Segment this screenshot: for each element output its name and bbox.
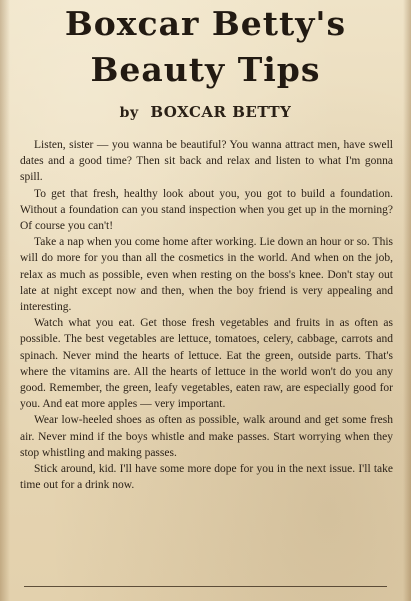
headline-line-2: Beauty Tips (90, 50, 321, 89)
article-body (20, 137, 393, 493)
byline-prefix: by (119, 105, 139, 121)
article-paragraph: Wear low-heeled shoes as often as possible, walk around and get some fresh air. Never mind if the boys whistle and make passes. Start worrying when they stop whistling and making passes. (20, 414, 393, 459)
byline-author: BOXCAR BETTY (150, 103, 292, 121)
bottom-rule (24, 586, 387, 587)
article-paragraph: Take a nap when you come home after working. Lie down an hour or so. This will do more for you than all the cosmetics in the world. And when on the job, relax as much as possible, even when resting on the boss's knee. Don't stay out late at night except now and then, when the boy friend is very appealing and interesting. (20, 236, 393, 314)
article-paragraph: Listen, sister — you wanna be beautiful? You wanna attract men, have swell dates and a good time? Then sit back and relax and listen to what I'm gonna spill. (20, 139, 393, 184)
article-paragraph: To get that fresh, healthy look about you, you got to build a foundation. Without a foundation can you stand inspection when you get up in the morning? Of course you can't! (20, 187, 393, 233)
article-paragraph: Watch what you eat. Get those fresh vegetables and fruits in as often as possible. The best vegetables are lettuce, tomatoes, celery, cabbage, carrots and spinach. Never mind the hearts of lettuce. Eat the green, outside parts. That's where the vitamins are. All the hearts of lettuce in the world won't do you any good. Remember, the green, leafy vegetables, eaten raw, are especially good for you. And eat more apples — very important. (20, 317, 393, 411)
byline (0, 103, 411, 121)
paper-edge-right (403, 0, 411, 601)
article-paragraph: Stick around, kid. I'll have some more dope for you in the next issue. I'll take time out for a drink now. (20, 463, 393, 492)
paper-edge-left (0, 0, 10, 601)
headline-line-1: Boxcar Betty's (64, 4, 347, 43)
